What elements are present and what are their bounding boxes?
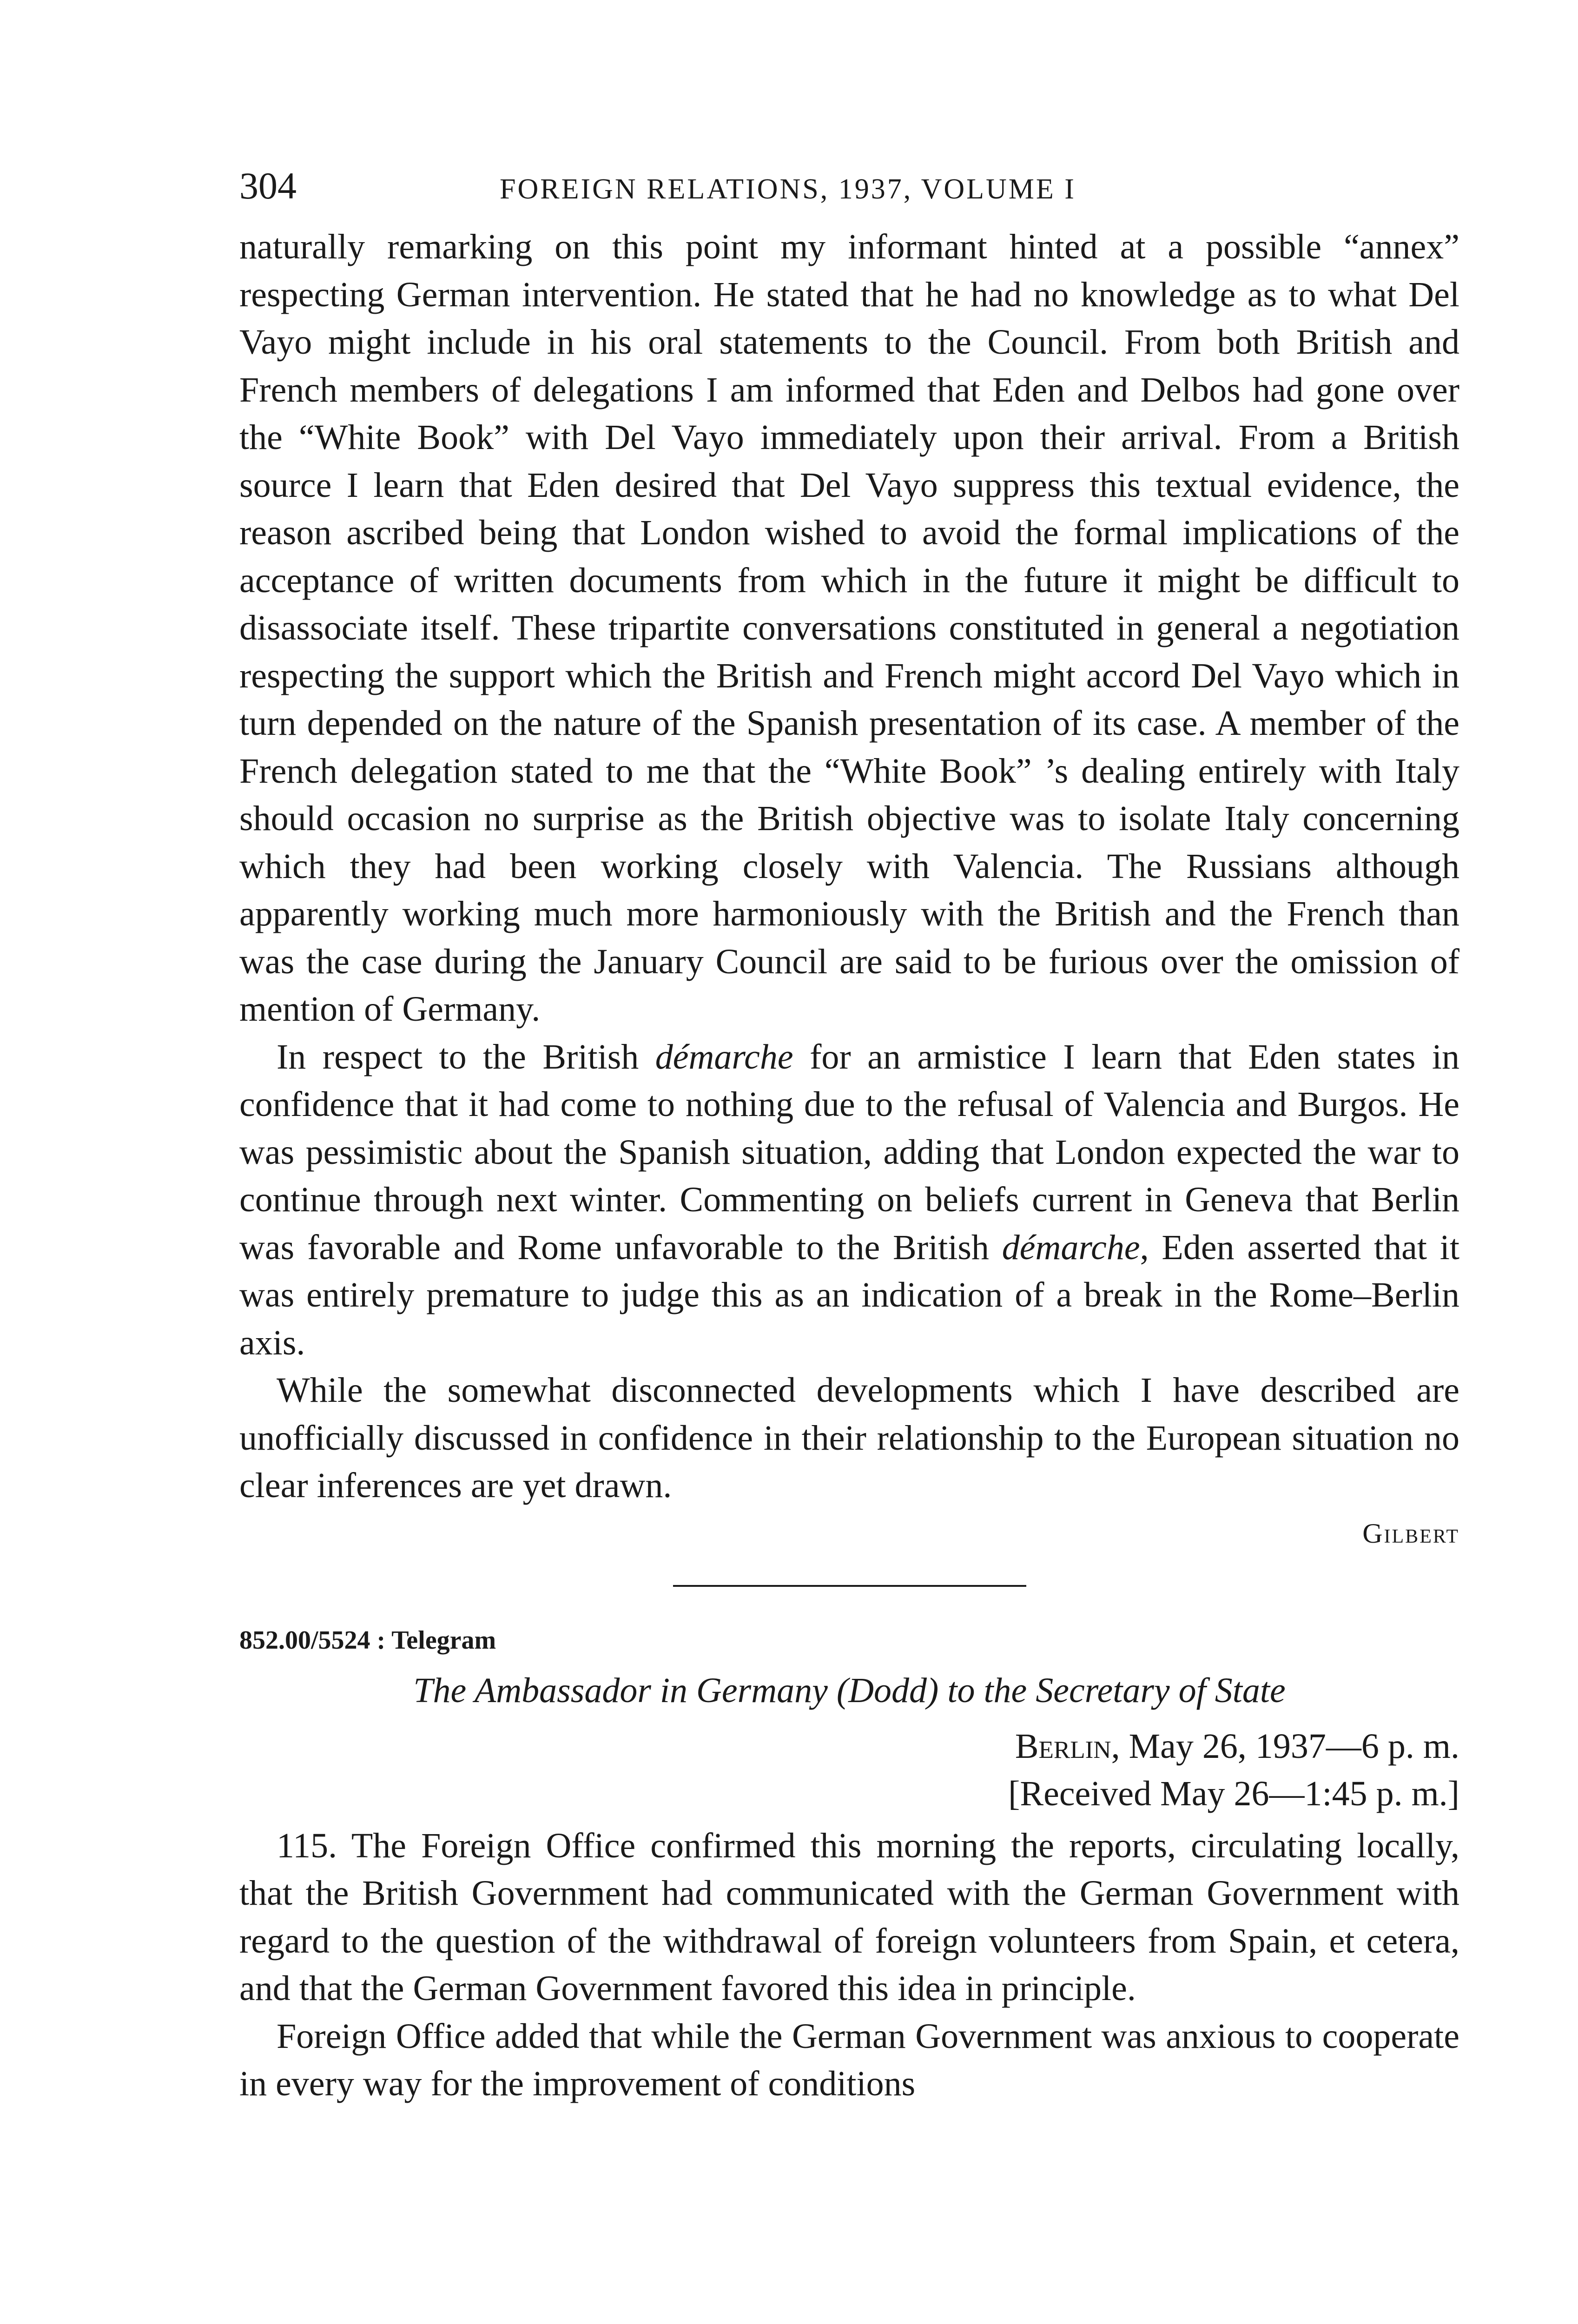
date-sent xyxy=(239,1723,1459,1770)
document-page xyxy=(239,163,1459,2108)
date-received: [Received May 26—1:45 p. m.] xyxy=(1008,1774,1459,1813)
document-title: The Ambassador in Germany (Dodd) to the Secretary of State xyxy=(413,1670,1286,1710)
telegram-paragraph-1: 115. The Foreign Office confirmed this morning the reports, circulating locally, that the British Government had communicated with the German Government with regard to the question of the withdrawal of foreign volunteers from Spain, et cetera, and that the German Government favored this idea in principle. xyxy=(239,1826,1459,2008)
file-reference: 852.00/5524 : Telegram xyxy=(239,1625,496,1655)
running-head xyxy=(239,163,1459,214)
paragraph-demarche xyxy=(239,1033,1459,1367)
demarche-term: démarche xyxy=(1002,1228,1140,1267)
section-divider xyxy=(673,1585,1026,1587)
signature: Gilbert xyxy=(1362,1518,1459,1549)
sent-date: , May 26, 1937—6 p. m. xyxy=(1111,1726,1459,1766)
dateline xyxy=(239,1723,1459,1817)
paragraph-demarche-text-3: , Eden asserted that it was entirely premature to judge this as an indication of a break in the Rome–Berlin axis. xyxy=(239,1228,1460,1362)
place-name: Berlin xyxy=(1015,1726,1111,1766)
body-text xyxy=(239,223,1459,2108)
paragraph-demarche-text-1: In respect to the British xyxy=(277,1037,655,1076)
running-title: FOREIGN RELATIONS, 1937, VOLUME I xyxy=(500,173,1076,205)
telegram-paragraph-2: Foreign Office added that while the German Government was anxious to cooperate in every way for the improvement of conditions xyxy=(239,2016,1459,2103)
page-number: 304 xyxy=(239,165,297,207)
paragraph-demarche-text-2: for an armistice I learn that Eden states in confidence that it had come to nothing due to the refusal of Valencia and Burgos. He was pessimistic about the Spanish situation, adding that London expected the war to continue through next winter. Commenting on beliefs current in Geneva that Berlin was favorable and Rome unfavorable to the British xyxy=(239,1037,1460,1267)
paragraph-continued: naturally remarking on this point my informant hinted at a possible “annex” respecting German intervention. He stated that he had no knowledge as to what Del Vayo might include in his oral statements to the Council. From both British and French members of delegations I am informed that Eden and Delbos had gone over the “White Book” with Del Vayo immediately upon their arrival. From a British source I learn that Eden desired that Del Vayo suppress this textual evidence, the reason ascribed being that London wished to avoid the formal implications of the acceptance of written documents from which in the future it might be difficult to disassociate itself. These tripartite conversations constituted in general a negotiation respecting the support which the British and French might accord Del Vayo which in turn depended on the nature of the Spanish presentation of its case. A member of the French delegation stated to me that the “White Book” ’s dealing entirely with Italy should occasion no surprise as the British objective was to isolate Italy concerning which they had been working closely with Valencia. The Russians although apparently working much more harmoniously with the British and the French than was the case during the January Council are said to be furious over the omission of mention of Germany. xyxy=(239,227,1459,1029)
paragraph-conclusion: While the somewhat disconnected developments which I have described are unofficially discussed in confidence in their relationship to the European situation no clear inferences are yet drawn. xyxy=(239,1371,1459,1505)
demarche-term: démarche xyxy=(655,1037,793,1076)
